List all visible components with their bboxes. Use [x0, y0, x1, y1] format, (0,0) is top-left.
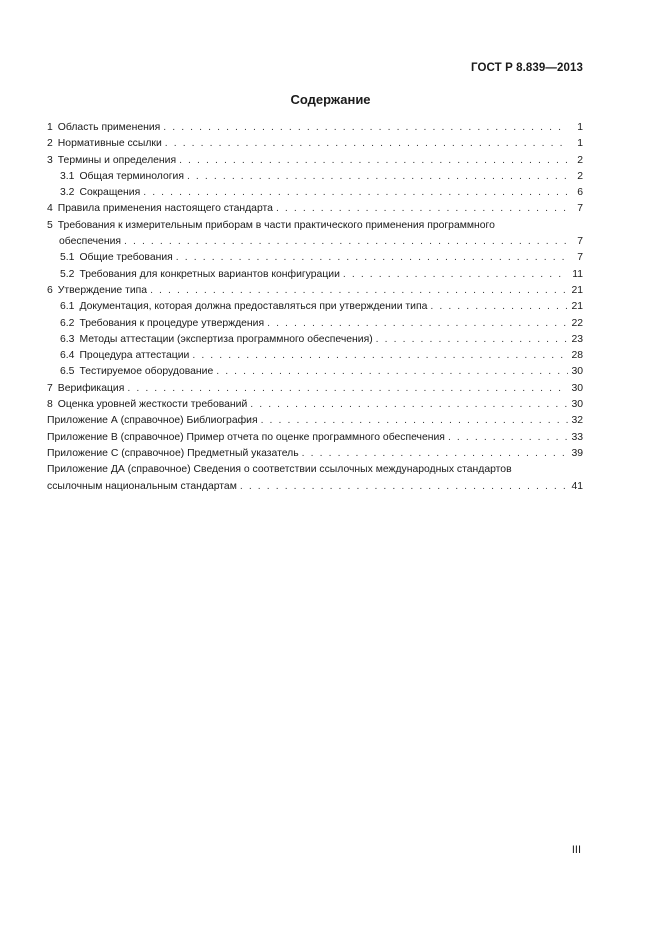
toc-page: 30 [571, 399, 583, 411]
toc-page: 30 [571, 382, 583, 394]
toc-appendix-da-continuation[interactable] [47, 479, 583, 495]
toc-entry-3-2[interactable] [47, 185, 583, 201]
toc-label: Приложение В (справочное) Пример отчета по оценке программного обеспечения [47, 431, 445, 443]
toc-page: 7 [577, 236, 583, 248]
toc-label: Общие требования [79, 252, 173, 264]
toc-number: 4 [47, 203, 53, 215]
toc-page: 2 [577, 154, 583, 166]
toc-leader [240, 479, 568, 495]
toc-page: 11 [572, 268, 583, 280]
toc-page: 33 [571, 431, 583, 443]
toc-leader [376, 332, 568, 348]
toc-leader [127, 381, 568, 397]
toc-entry-6-1[interactable] [47, 299, 583, 315]
toc-page: 21 [571, 301, 583, 313]
toc-entry-3[interactable] [47, 153, 583, 169]
toc-appendix-b[interactable] [47, 430, 583, 446]
toc-entry-6-2[interactable] [47, 316, 583, 332]
toc-label: Требования к процедуре утверждения [79, 317, 265, 329]
toc-label: Приложение ДА (справочное) Сведения о соответствии ссылочных международных стандартов [47, 464, 512, 476]
toc-number: 8 [47, 399, 53, 411]
toc-leader [187, 169, 568, 185]
toc-label: Приложение С (справочное) Предметный указатель [47, 447, 299, 459]
toc-leader [143, 185, 568, 201]
toc-label: Правила применения настоящего стандарта [57, 203, 273, 215]
toc-appendix-a[interactable] [47, 413, 583, 429]
toc-label: Приложение А (справочное) Библиография [47, 415, 258, 427]
toc-leader [250, 397, 568, 413]
toc-number: 3 [47, 154, 53, 166]
page-title: Содержание [290, 92, 371, 107]
toc-label: Требования для конкретных вариантов конфигурации [79, 268, 340, 280]
toc-entry-6[interactable] [47, 283, 583, 299]
toc-entry-6-5[interactable] [47, 364, 583, 380]
toc-number: 7 [47, 382, 53, 394]
toc-entry-6-3[interactable] [47, 332, 583, 348]
toc-page: 39 [571, 447, 583, 459]
toc-entry-6-4[interactable] [47, 348, 583, 364]
toc-leader [302, 446, 568, 462]
toc-leader [192, 348, 568, 364]
toc-leader [430, 299, 568, 315]
toc-page: 1 [577, 122, 583, 133]
toc-entry-3-1[interactable] [47, 169, 583, 185]
toc-label: Оценка уровней жесткости требований [57, 399, 248, 411]
toc-number: 6.4 [60, 350, 75, 362]
table-of-contents [47, 120, 583, 495]
toc-label: Верификация [57, 382, 125, 394]
toc-leader [267, 316, 568, 332]
toc-number: 5.2 [60, 268, 75, 280]
toc-leader [176, 250, 568, 266]
toc-leader [165, 136, 568, 152]
toc-page: 23 [571, 333, 583, 345]
toc-number: 6.1 [60, 301, 75, 313]
toc-page: 30 [571, 366, 583, 378]
toc-appendix-da[interactable] [47, 462, 583, 478]
page-number: III [571, 844, 581, 856]
toc-label: Сокращения [79, 187, 141, 199]
toc-appendix-c[interactable] [47, 446, 583, 462]
toc-number: 3.2 [60, 187, 75, 199]
toc-entry-5-1[interactable] [47, 250, 583, 266]
toc-page: 41 [571, 480, 583, 492]
toc-label: Область применения [57, 122, 161, 133]
toc-entry-5-2[interactable] [47, 267, 583, 283]
toc-entry-7[interactable] [47, 381, 583, 397]
toc-label-continuation: ссылочным национальным стандартам [47, 480, 237, 492]
toc-leader [343, 267, 568, 283]
toc-number: 6 [47, 284, 53, 296]
toc-label: Тестируемое оборудование [79, 366, 214, 378]
toc-entry-5-continuation[interactable] [47, 234, 583, 250]
toc-page: 32 [571, 415, 583, 427]
toc-number: 1 [47, 122, 53, 133]
toc-leader [276, 201, 568, 217]
toc-number: 5.1 [60, 252, 75, 264]
toc-entry-4[interactable] [47, 201, 583, 217]
toc-page: 28 [571, 350, 583, 362]
toc-number: 6.5 [60, 366, 75, 378]
toc-label: Требования к измерительным приборам в части практического применения программного [57, 219, 495, 231]
toc-label: Документация, которая должна предоставляться при утверждении типа [79, 301, 428, 313]
toc-label: Процедура аттестации [79, 350, 190, 362]
toc-label: Методы аттестации (экспертиза программного обеспечения) [79, 333, 373, 345]
toc-leader [163, 120, 568, 136]
toc-entry-1[interactable] [47, 120, 583, 136]
toc-page: 21 [571, 284, 583, 296]
toc-number: 6.2 [60, 317, 75, 329]
toc-label: Общая терминология [79, 170, 184, 182]
toc-label: Утверждение типа [57, 284, 148, 296]
toc-page: 6 [577, 187, 583, 199]
toc-leader [150, 283, 568, 299]
toc-entry-8[interactable] [47, 397, 583, 413]
toc-number: 3.1 [60, 170, 75, 182]
toc-label-continuation: обеспечения [59, 236, 122, 248]
toc-page: 1 [577, 138, 583, 150]
toc-entry-2[interactable] [47, 136, 583, 152]
toc-number: 5 [47, 219, 53, 231]
toc-leader [179, 153, 568, 169]
toc-leader [216, 364, 568, 380]
toc-number: 2 [47, 138, 53, 150]
toc-leader [124, 234, 568, 250]
toc-page: 7 [577, 252, 583, 264]
toc-leader [261, 413, 568, 429]
toc-page: 2 [577, 170, 583, 182]
toc-entry-5[interactable] [47, 218, 583, 234]
toc-page: 22 [571, 317, 583, 329]
toc-label: Термины и определения [57, 154, 177, 166]
toc-number: 6.3 [60, 333, 75, 345]
toc-leader [448, 430, 568, 446]
toc-label: Нормативные ссылки [57, 138, 162, 150]
toc-page: 7 [577, 203, 583, 215]
document-code: ГОСТ Р 8.839—2013 [471, 62, 583, 74]
